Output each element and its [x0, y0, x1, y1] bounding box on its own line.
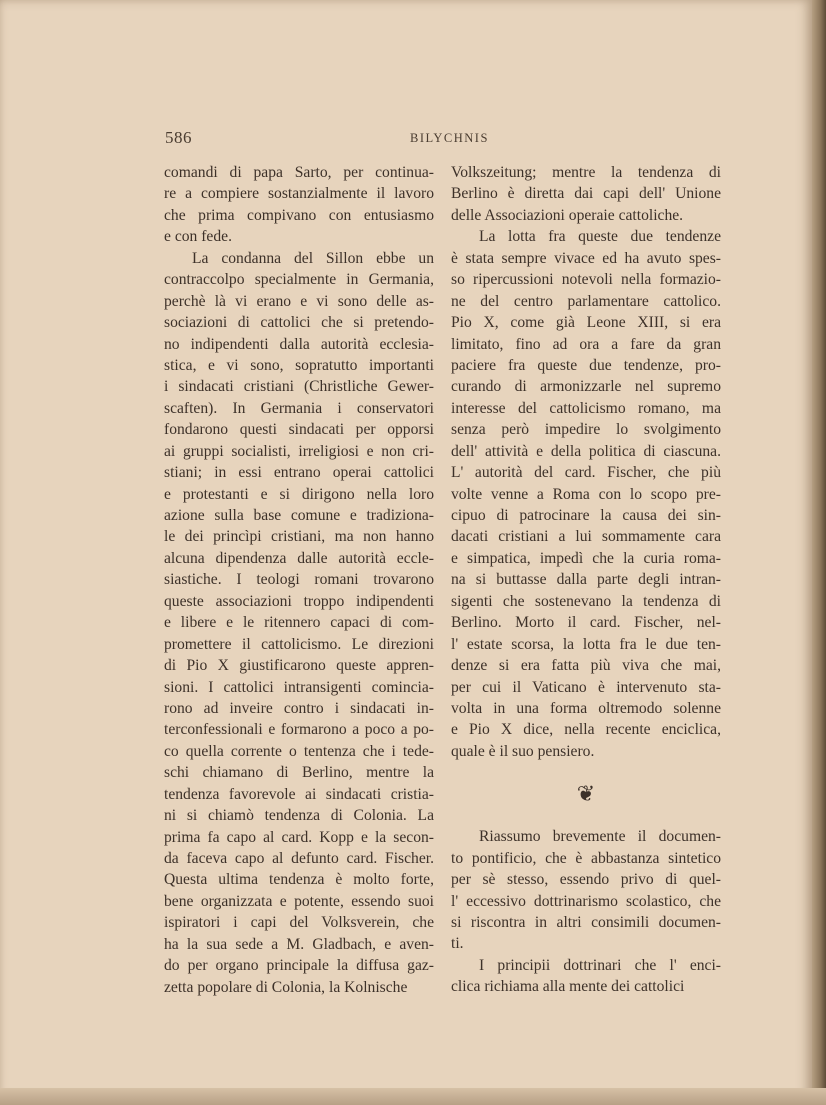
text-line: ne del centro parlamentare cattolico. [451, 292, 721, 310]
text-line: sociazioni di cattolici che si pretendo- [164, 314, 434, 332]
text-line: stica, e vi sono, sopratutto importanti [164, 356, 434, 374]
text-line: denze si era fatta più viva che mai, [451, 657, 721, 675]
text-line: da faceva capo al defunto card. Fischer. [164, 850, 434, 867]
text-line: to pontificio, che è abbastanza sintetico [451, 849, 721, 867]
right-column-bottom [451, 826, 721, 998]
text-line: per cui il Vaticano è intervenuto sta- [451, 678, 721, 696]
text-line: rono ad inveire contro i sindacati in- [164, 699, 434, 717]
text-line: schi chiamano di Berlino, mentre la [164, 764, 434, 782]
text-line: è stata sempre vivace ed ha avuto spes- [451, 249, 721, 267]
text-line: clica richiama alla mente dei cattolici [451, 978, 685, 996]
text-line: do per organo principale la diffusa gaz- [164, 957, 434, 975]
text-line: I principii dottrinari che l' enci- [479, 956, 721, 974]
text-line: che prima compivano con entusiasmo [164, 206, 434, 224]
text-line: e simpatica, impedì che la curia roma- [451, 549, 721, 567]
text-line: volta in una forma oltremodo solenne [451, 699, 721, 717]
text-line: Riassumo brevemente il documen- [479, 828, 721, 846]
text-line: ha la sua sede a M. Gladbach, e aven- [164, 935, 434, 953]
section-fleuron-ornament: ❦ [576, 781, 596, 807]
text-line: ai gruppi socialisti, irreligiosi e non cri- [164, 442, 434, 460]
text-line: prima fa capo al card. Kopp e la secon- [164, 828, 434, 846]
text-line: comandi di papa Sarto, per continua- [164, 164, 434, 181]
text-line: no indipendenti dalla autorità ecclesia- [164, 335, 434, 353]
left-column [164, 162, 434, 998]
text-line: e protestanti e si dirigono nella loro [164, 485, 434, 503]
text-line: Berlino. Morto il card. Fischer, nel- [451, 614, 721, 632]
text-line: dell' attività e della politica di ciascuna. [451, 442, 721, 460]
text-line: delle Associazioni operaie cattoliche. [451, 206, 684, 224]
text-line: L' autorità del card. Fischer, che più [451, 464, 721, 482]
text-line: Questa ultima tendenza è molto forte, [164, 871, 434, 889]
text-line: fondarono questi sindacati per opporsi [164, 421, 434, 439]
text-line: queste associazioni troppo indipendenti [164, 592, 434, 610]
text-line: so ripercussioni notevoli nella formazio- [451, 271, 721, 289]
page-bottom-edge [0, 1088, 826, 1105]
text-line: bene organizzata e potente, essendo suoi [164, 892, 434, 910]
text-line: sioni. I cattolici intransigenti comincia- [164, 678, 434, 696]
text-line: senza però impedire lo svolgimento [451, 421, 721, 439]
text-line: cipuo di patrocinare la causa dei sin- [451, 507, 721, 524]
text-line: re a compiere sostanzialmente il lavoro [164, 185, 434, 203]
text-line: interesse del cattolicismo romano, ma [451, 399, 721, 417]
text-line: contraccolpo specialmente in Germania, [164, 271, 434, 289]
text-line: dacati cristiani a lui sommamente cara [451, 528, 721, 546]
text-line: paciere fra queste due tendenze, pro- [451, 356, 721, 374]
text-line: e libere e le ritennero capaci di com- [164, 614, 434, 632]
text-line: si riscontra in altri consimili documen- [451, 914, 721, 931]
text-line: siastiche. I teologi romani trovarono [164, 571, 434, 589]
text-line: La lotta fra queste due tendenze [479, 228, 721, 246]
text-line: l' eccessivo dottrinarismo scolastico, che [451, 892, 721, 910]
text-line: co quella corrente o tentenza che i tede- [164, 742, 434, 760]
text-line: per sè stesso, essendo privo di quel- [451, 871, 721, 889]
text-line: quale è il suo pensiero. [451, 742, 595, 760]
text-line: Pio X, come già Leone XIII, si era [451, 314, 721, 332]
text-line: La condanna del Sillon ebbe un [192, 249, 434, 267]
text-line: sigenti che sostenevano la tendenza di [451, 592, 721, 610]
page-header [0, 128, 812, 148]
text-line: e con fede. [164, 228, 232, 246]
text-line: di Pio X giustificarono queste appren- [164, 657, 434, 675]
text-line: promettere il cattolicismo. Le direzioni [164, 635, 434, 653]
text-line: le dei princìpi cristiani, ma non hanno [164, 528, 434, 546]
text-line: volte venne a Roma con lo scopo pre- [451, 485, 721, 503]
text-line: l' estate scorsa, la lotta fra le due ten- [451, 635, 721, 653]
right-column-top [451, 162, 721, 762]
text-line: i sindacati cristiani (Christliche Gewer- [164, 378, 434, 396]
running-head: BILYCHNIS [410, 131, 489, 145]
text-line: terconfessionali e formarono a poco a po- [164, 721, 434, 739]
text-line: ti. [451, 935, 464, 953]
text-line: e Pio X dice, nella recente enciclica, [451, 721, 721, 739]
text-line: ni si chiamò tendenza di Colonia. La [164, 807, 434, 825]
text-line: alcuna dipendenza dalle autorità eccle- [164, 549, 434, 567]
page-stack-edge [812, 0, 826, 1105]
text-line: tendenza favorevole ai sindacati cristia- [164, 785, 434, 803]
text-line: curando di armonizzarle nel supremo [451, 378, 721, 396]
text-line: azione sulla base comune e tradiziona- [164, 507, 434, 524]
right-column [451, 162, 721, 998]
text-line: ispiratori i capi del Volksverein, che [164, 914, 434, 932]
page-number: 586 [165, 128, 192, 147]
text-line: perchè là vi erano e vi sono delle as- [164, 292, 434, 310]
text-line: stiani; in essi entrano operai cattolici [164, 464, 434, 482]
text-line: scaften). In Germania i conservatori [164, 399, 434, 417]
text-line: Volkszeitung; mentre la tendenza di [451, 164, 721, 181]
text-line: Berlino è diretta dai capi dell' Unione [451, 185, 721, 203]
text-line: na si buttasse dalla parte degli intran- [451, 571, 721, 589]
text-line: zetta popolare di Colonia, la Kolnische [164, 978, 408, 996]
text-line: limitato, fino ad ora a fare da gran [451, 335, 721, 353]
